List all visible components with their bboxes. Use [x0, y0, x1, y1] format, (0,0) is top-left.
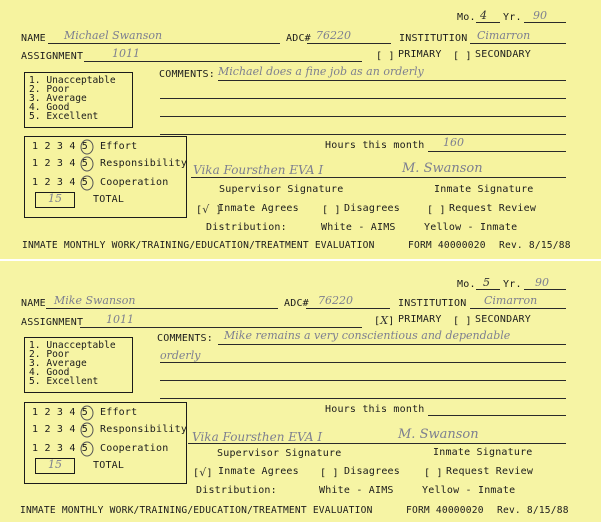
month-value[interactable]: 5 [483, 276, 490, 289]
effort-label: Effort [100, 407, 138, 418]
circled-ratings [25, 137, 188, 217]
ratings-box [24, 402, 187, 484]
assignment-label: ASSIGNMENT [21, 317, 84, 328]
primary-label: PRIMARY [398, 49, 442, 60]
inmate-signature-label: Inmate Signature [433, 447, 533, 458]
scale-item: 4. Good [29, 102, 70, 113]
primary-checkbox[interactable]: X [380, 314, 389, 327]
scale-item: 5. Excellent [29, 111, 99, 122]
scale-item: 2. Poor [29, 349, 70, 360]
distribution-yellow: Yellow - Inmate [422, 485, 516, 496]
responsibility-scale[interactable]: 1 2 3 4 5 [32, 424, 88, 435]
rating-scale-legend [24, 72, 133, 128]
hours-value[interactable]: 160 [443, 136, 464, 149]
effort-label: Effort [100, 141, 138, 152]
form-number: FORM 40000020 [408, 240, 486, 251]
scale-item: 4. Good [29, 367, 70, 378]
evaluation-form-2: Mo. 5 Yr. 90 NAME Mike Swanson ADC# 76220 INSTITUTION Cimarron ASSIGNMENT 1011 [X] PRIMARY [ ] SECONDARY 1. Unacceptable 2. Poor 3. Average 4. Good 5. Excellent COMMENTS: Mike remains a very conscientious and dependable orderly 1 2 3 4 5 Effort 1 2 3 4 5 Responsibility 1 2 3 4 5 Cooperation 15 TOTAL Hours this month Vika Foursthen EVA I M. Swanson Supervisor Signature Inmate Signature [√] Inmate Agrees [ ] Disagrees [ ] Request Review Distribution: White - AIMS Yellow - Inmate INMATE MONTHLY WORK/TRAINING/EDUCATION/TREATMENT EVALUATION FORM 40000020 Rev. 8/15/88 [0, 261, 601, 522]
inmate-signature[interactable]: M. Swanson [402, 161, 483, 176]
responsibility-label: Responsibility [100, 424, 188, 435]
form-number: FORM 40000020 [406, 505, 484, 516]
institution-value[interactable]: Cimarron [477, 29, 531, 42]
name-value[interactable]: Mike Swanson [54, 294, 136, 307]
distribution-white: White - AIMS [319, 485, 394, 496]
name-label: NAME [21, 33, 46, 44]
institution-value[interactable]: Cimarron [484, 294, 538, 307]
responsibility-label: Responsibility [100, 158, 188, 169]
adc-label: ADC# [286, 33, 311, 44]
hours-label: Hours this month [325, 140, 425, 151]
effort-scale[interactable]: 1 2 3 4 5 [32, 141, 88, 152]
assignment-value[interactable]: 1011 [106, 313, 134, 326]
cooperation-label: Cooperation [100, 443, 169, 454]
scale-item: 3. Average [29, 358, 87, 369]
distribution-label: Distribution: [196, 485, 277, 496]
supervisor-signature-label: Supervisor Signature [219, 184, 344, 195]
name-value[interactable]: Michael Swanson [64, 29, 163, 42]
agrees-checkbox[interactable]: √ [202, 203, 210, 216]
supervisor-signature[interactable]: Vika Foursthen EVA I [192, 430, 323, 444]
scale-item: 3. Average [29, 93, 87, 104]
comments-line-2[interactable]: orderly [160, 349, 201, 362]
form-title: INMATE MONTHLY WORK/TRAINING/EDUCATION/TREATMENT EVALUATION [22, 240, 375, 251]
secondary-label: SECONDARY [475, 314, 531, 325]
distribution-white: White - AIMS [321, 222, 396, 233]
assignment-label: ASSIGNMENT [21, 51, 84, 62]
institution-label: INSTITUTION [398, 298, 467, 309]
inmate-signature-label: Inmate Signature [434, 184, 534, 195]
review-label: Request Review [449, 203, 537, 214]
total-value[interactable]: 15 [48, 458, 62, 471]
agrees-label: Inmate Agrees [218, 203, 299, 214]
month-label: Mo. [457, 12, 476, 23]
year-label: Yr. [503, 279, 522, 290]
inmate-signature[interactable]: M. Swanson [398, 427, 479, 442]
scale-item: 1. Unacceptable [29, 340, 116, 351]
secondary-label: SECONDARY [475, 49, 531, 60]
primary-label: PRIMARY [398, 314, 442, 325]
adc-label: ADC# [284, 298, 309, 309]
agrees-label: Inmate Agrees [218, 466, 299, 477]
agrees-checkbox[interactable]: √ [199, 466, 207, 479]
cooperation-label: Cooperation [100, 177, 169, 188]
review-label: Request Review [446, 466, 534, 477]
year-label: Yr. [503, 12, 522, 23]
circled-ratings [25, 403, 188, 483]
comments-label: COMMENTS: [159, 69, 215, 80]
month-label: Mo. [457, 279, 476, 290]
assignment-value[interactable]: 1011 [112, 47, 140, 60]
comments-label: COMMENTS: [157, 333, 213, 344]
form-title: INMATE MONTHLY WORK/TRAINING/EDUCATION/TREATMENT EVALUATION [20, 505, 373, 516]
month-value[interactable]: 4 [480, 9, 487, 22]
responsibility-scale[interactable]: 1 2 3 4 5 [32, 158, 88, 169]
disagrees-label: Disagrees [344, 466, 400, 477]
disagrees-label: Disagrees [344, 203, 400, 214]
rating-scale-legend [24, 337, 133, 393]
supervisor-signature-label: Supervisor Signature [217, 448, 342, 459]
cooperation-scale[interactable]: 1 2 3 4 5 [32, 177, 88, 188]
adc-value[interactable]: 76220 [318, 294, 353, 307]
hours-label: Hours this month [325, 404, 425, 415]
total-value[interactable]: 15 [48, 192, 62, 205]
scale-item: 5. Excellent [29, 376, 99, 387]
scale-item: 2. Poor [29, 84, 70, 95]
form-revision: Rev. 8/15/88 [499, 240, 571, 251]
distribution-yellow: Yellow - Inmate [424, 222, 518, 233]
year-value[interactable]: 90 [533, 9, 547, 22]
evaluation-form-1: Mo. 4 Yr. 90 NAME Michael Swanson ADC# 76220 INSTITUTION Cimarron ASSIGNMENT 1011 [ ] PRIMARY [ ] SECONDARY 1. Unacceptable 2. Poor 3. Average 4. Good 5. Excellent COMMENTS: Michael does a fine job as an orderly 1 2 3 4 5 Effort 1 2 3 4 5 Responsibility 1 2 3 4 5 Cooperation 15 TOTAL Hours this month 160 Vika Foursthen EVA I M. Swanson Supervisor Signature Inmate Signature [√ ] Inmate Agrees [ ] Disagrees [ ] Request Review Distribution: White - AIMS Yellow - Inmate INMATE MONTHLY WORK/TRAINING/EDUCATION/TREATMENT EVALUATION FORM 40000020 Rev. 8/15/88 [0, 0, 601, 261]
distribution-label: Distribution: [206, 222, 287, 233]
institution-label: INSTITUTION [399, 33, 468, 44]
effort-scale[interactable]: 1 2 3 4 5 [32, 407, 88, 418]
total-label: TOTAL [93, 460, 125, 471]
supervisor-signature[interactable]: Vika Foursthen EVA I [193, 163, 324, 177]
form-revision: Rev. 8/15/88 [497, 505, 569, 516]
name-label: NAME [21, 298, 46, 309]
comments-line-1[interactable]: Mike remains a very conscientious and dependable [224, 329, 511, 342]
adc-value[interactable]: 76220 [316, 29, 351, 42]
comments-line-1[interactable]: Michael does a fine job as an orderly [218, 65, 424, 78]
total-label: TOTAL [93, 194, 125, 205]
cooperation-scale[interactable]: 1 2 3 4 5 [32, 443, 88, 454]
scale-item: 1. Unacceptable [29, 75, 116, 86]
ratings-box [24, 136, 187, 218]
year-value[interactable]: 90 [535, 276, 549, 289]
